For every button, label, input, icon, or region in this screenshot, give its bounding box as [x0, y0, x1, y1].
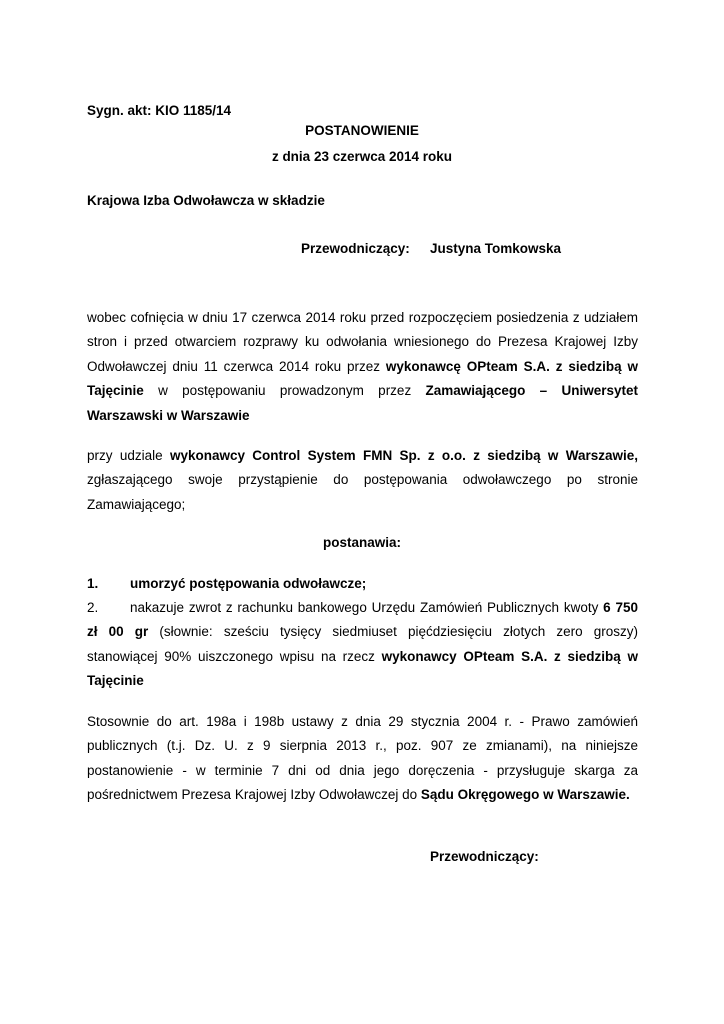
participant-name: wykonawcy Control System FMN Sp. z o.o. z siedzibą w Warszawie, [169, 448, 638, 463]
item-text-2 [87, 596, 638, 694]
refund-recipient: wykonawcy OPteam S.A. z siedzibą w Tajęcinie [87, 648, 638, 689]
paragraph-withdrawal [87, 306, 638, 428]
appellant-name: wykonawcę OPteam S.A. z siedzibą w Tajęcinie [87, 358, 639, 399]
paragraph-participant [87, 444, 638, 517]
paragraph-text: przy udziale [87, 448, 170, 463]
footer-chair-label: Przewodniczący: [430, 849, 539, 864]
paragraph-appeal-instruction [87, 710, 638, 808]
document-date: z dnia 23 czerwca 2014 roku [271, 149, 453, 164]
court-name: Sądu Okręgowego w Warszawie. [420, 787, 630, 803]
paragraph-text: wobec cofnięcia w dniu 17 czerwca 2014 roku przed rozpoczęciem posiedzenia z udziałem stron i przed otwarciem rozprawy ku odwołania wniesionego do Prezesa Krajowej Izby Odwoławczej dniu 11 czerwca 2014 roku przez [87, 310, 638, 374]
refund-amount: 6 750 zł 00 gr [87, 600, 638, 640]
item-number-2: 2. [87, 600, 99, 615]
paragraph-text: w postępowaniu prowadzonym przez [143, 383, 426, 399]
chair-name: Justyna Tomkowska [430, 241, 562, 256]
item-number-1: 1. [87, 576, 99, 591]
paragraph-text: zgłaszającego swoje przystąpienie do postępowania odwoławczego po stronie Zamawiającego; [87, 472, 638, 512]
panel-intro: Krajowa Izba Odwoławcza w składzie [87, 193, 325, 208]
item-text-1: umorzyć postępowania odwoławcze; [130, 576, 367, 591]
chair-label: Przewodniczący: [301, 241, 410, 256]
item-text: nakazuje zwrot z rachunku bankowego Urzędu Zamówień Publicznych kwoty [130, 600, 604, 615]
case-signature: Sygn. akt: KIO 1185/14 [87, 103, 232, 118]
item-text: (słownie: sześciu tysięcy siedmiuset pięćdziesięciu złotych zero groszy) stanowiącej 90% uiszczonego wpisu na rzecz [87, 624, 638, 664]
paragraph-text: Stosownie do art. 198a i 198b ustawy z dnia 29 stycznia 2004 r. - Prawo zamówień publicznych (t.j. Dz. U. z 9 sierpnia 2013 r., poz. 907 ze zmianami), na niniejsze postanowienie - w terminie 7 dni od dnia jego doręczenia - przysługuje skarga za pośrednictwem Prezesa Krajowej Izby Odwoławczej do [87, 714, 638, 803]
decides-heading: postanawia: [322, 535, 401, 550]
document-title: POSTANOWIENIE [305, 123, 419, 138]
contracting-authority-name: Zamawiającego – Uniwersytet Warszawski w Warszawie [87, 383, 639, 423]
